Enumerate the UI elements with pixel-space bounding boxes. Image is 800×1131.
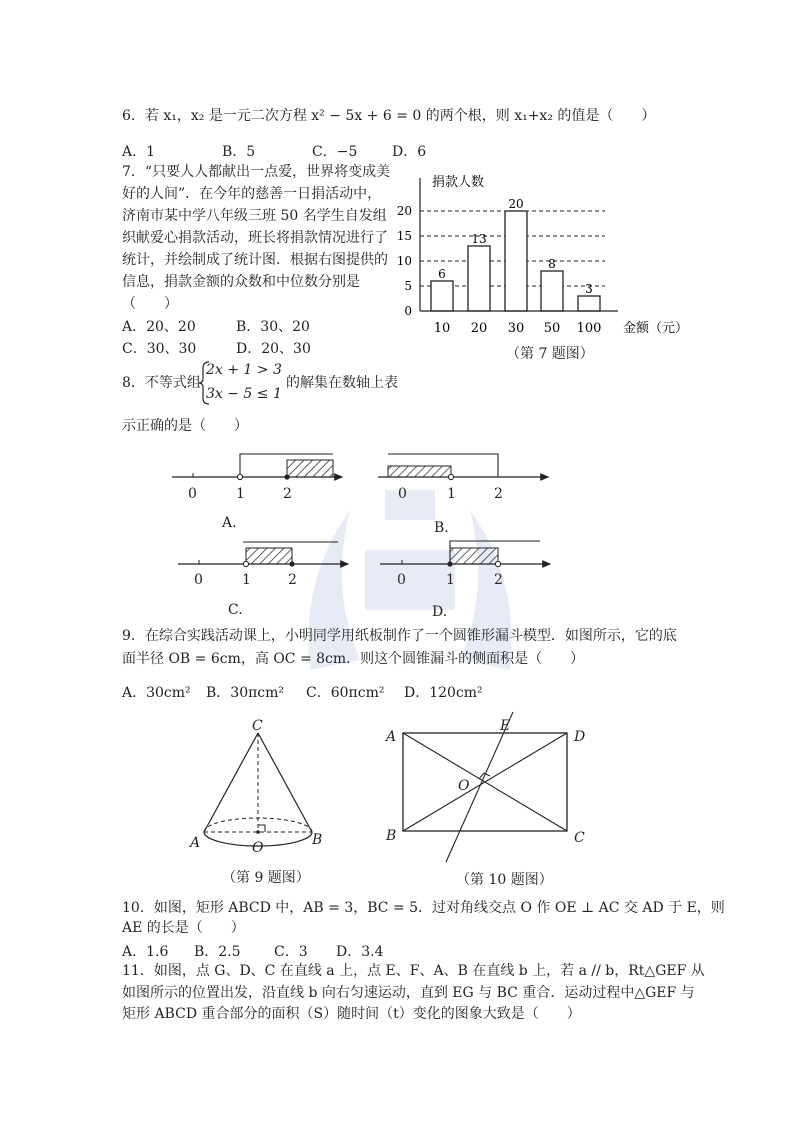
nl-a-tick-0: 0	[188, 486, 197, 502]
q8-inequality-1: 2x + 1 > 3	[206, 362, 282, 378]
q6-option-d: D．6	[392, 144, 427, 160]
nl-c-label: C.	[228, 602, 243, 618]
q7-line-7: （ ）	[122, 296, 178, 312]
chart-ytick-20: 20	[396, 204, 412, 218]
chart-ytick-15: 15	[396, 229, 412, 243]
rect-label-e: E	[500, 718, 511, 734]
nl-d-tick-0: 0	[397, 572, 406, 588]
q8-line-2: 示正确的是（ ）	[122, 418, 248, 434]
chart-value-label-20: 13	[471, 232, 487, 246]
chart-value-label-30: 20	[508, 197, 524, 211]
nl-b-label: B.	[434, 520, 449, 536]
q10-option-b: B．2.5	[194, 944, 241, 960]
q9-caption: （第 9 题图）	[222, 870, 310, 886]
nl-c-tick-1: 1	[242, 572, 251, 588]
chart-value-label-100: 3	[585, 282, 593, 296]
q6-option-a: A．1	[122, 144, 156, 160]
chart-ytick-10: 10	[396, 254, 412, 268]
q9-line-2: 面半径 OB = 6cm，高 OC = 8cm．则这个圆锥漏斗的侧面积是（ ）	[122, 651, 585, 667]
number-line-a	[172, 454, 342, 480]
q7-line-3: 济南市某中学八年级三班 50 名学生自发组	[122, 208, 387, 224]
nl-d-tick-2: 2	[494, 572, 503, 588]
cone-label-c: C	[252, 718, 263, 734]
chart-category-100: 100	[576, 321, 602, 336]
rect-label-d: D	[574, 729, 586, 745]
chart-ylabel: 捐款人数	[432, 175, 485, 190]
rect-label-o: O	[458, 778, 470, 794]
chart-category-50: 50	[543, 321, 561, 336]
q9-line-1: 9．在综合实践活动课上，小明同学用纸板制作了一个圆锥形漏斗模型．如图所示，它的底	[122, 628, 677, 644]
q7-line-5: 统计，并绘制成了统计图．根据右图提供的	[122, 252, 388, 268]
q7-option-c: C．30、30	[122, 341, 197, 357]
nl-b-tick-1: 1	[447, 486, 456, 502]
q10-caption: （第 10 题图）	[456, 872, 553, 888]
nl-c-tick-2: 2	[288, 572, 297, 588]
rect-label-b: B	[386, 828, 397, 844]
nl-c-tick-0: 0	[194, 572, 203, 588]
q10-option-a: A．1.6	[122, 944, 169, 960]
q10-line-2: AE 的长是（ ）	[122, 920, 245, 936]
chart-ytick-0: 0	[404, 304, 412, 318]
nl-b-tick-2: 2	[494, 486, 503, 502]
q9-option-d: D．120cm²	[404, 685, 483, 701]
chart-ytick-5: 5	[404, 279, 412, 293]
q11-line-3: 矩形 ABCD 重合部分的面积（S）随时间（t）变化的图象大致是（ ）	[122, 1006, 581, 1022]
q6-stem: 6．若 x₁，x₂ 是一元二次方程 x² − 5x + 6 = 0 的两个根，则 x₁+x₂ 的值是（ ）	[122, 108, 656, 124]
cone-label-o: O	[252, 840, 264, 856]
nl-a-tick-2: 2	[283, 486, 292, 502]
q6-option-b: B．5	[222, 144, 256, 160]
cone-label-a: A	[190, 835, 201, 851]
q7-line-1: 7．“只要人人都献出一点爱，世界将变成美	[122, 164, 391, 180]
chart-xlabel: 金额（元）	[623, 321, 689, 336]
q11-line-1: 11．如图，点 G、D、C 在直线 a 上，点 E、F、A、B 在直线 b 上，若 a // b，Rt△GEF 从	[122, 963, 705, 979]
chart-category-20: 20	[470, 321, 488, 336]
q9-option-a: A．30cm²	[122, 685, 191, 701]
q7-line-6: 信息，捐款金额的众数和中位数分别是	[122, 274, 360, 290]
cone-label-b: B	[312, 832, 323, 848]
nl-a-tick-1: 1	[236, 486, 245, 502]
q8-stem-end: 的解集在数轴上表	[286, 375, 398, 391]
q9-option-b: B．30πcm²	[206, 685, 285, 701]
q7-option-b: B．30、20	[236, 319, 310, 335]
rect-label-c: C	[574, 830, 585, 846]
rect-label-a: A	[386, 729, 397, 745]
q10-line-1: 10．如图，矩形 ABCD 中，AB = 3，BC = 5．过对角线交点 O 作 OE ⊥ AC 交 AD 于 E，则	[122, 900, 725, 916]
q9-option-c: C．60πcm²	[306, 685, 385, 701]
number-line-c	[178, 542, 348, 567]
q10-option-d: D．3.4	[336, 944, 384, 960]
q7-line-4: 织献爱心捐款活动，班长将捐款情况进行了	[122, 230, 388, 246]
number-line-d	[380, 541, 550, 567]
q8-inequality-2: 3x − 5 ≤ 1	[206, 386, 282, 402]
nl-b-tick-0: 0	[398, 486, 407, 502]
chart-value-label-10: 6	[438, 267, 446, 281]
number-line-b	[378, 454, 548, 480]
q7-option-a: A．20、20	[122, 319, 196, 335]
q11-line-2: 如图所示的位置出发，沿直线 b 向右匀速运动，直到 EG 与 BC 重合．运动过程中△GEF 与	[122, 985, 695, 1001]
q7-option-d: D．20、30	[236, 341, 311, 357]
chart-category-30: 30	[507, 321, 525, 336]
q8-stem-start: 8．不等式组	[122, 375, 201, 391]
q7-line-2: 好的人间”．在今年的慈善一日捐活动中，	[122, 186, 382, 202]
q6-option-c: C．−5	[312, 144, 358, 160]
chart-category-10: 10	[433, 321, 451, 336]
q7-caption: （第 7 题图）	[506, 346, 594, 362]
nl-d-label: D.	[432, 604, 448, 620]
nl-a-label: A.	[222, 515, 237, 531]
chart-value-label-50: 8	[548, 257, 556, 271]
nl-d-tick-1: 1	[446, 572, 455, 588]
q10-option-c: C．3	[274, 944, 308, 960]
